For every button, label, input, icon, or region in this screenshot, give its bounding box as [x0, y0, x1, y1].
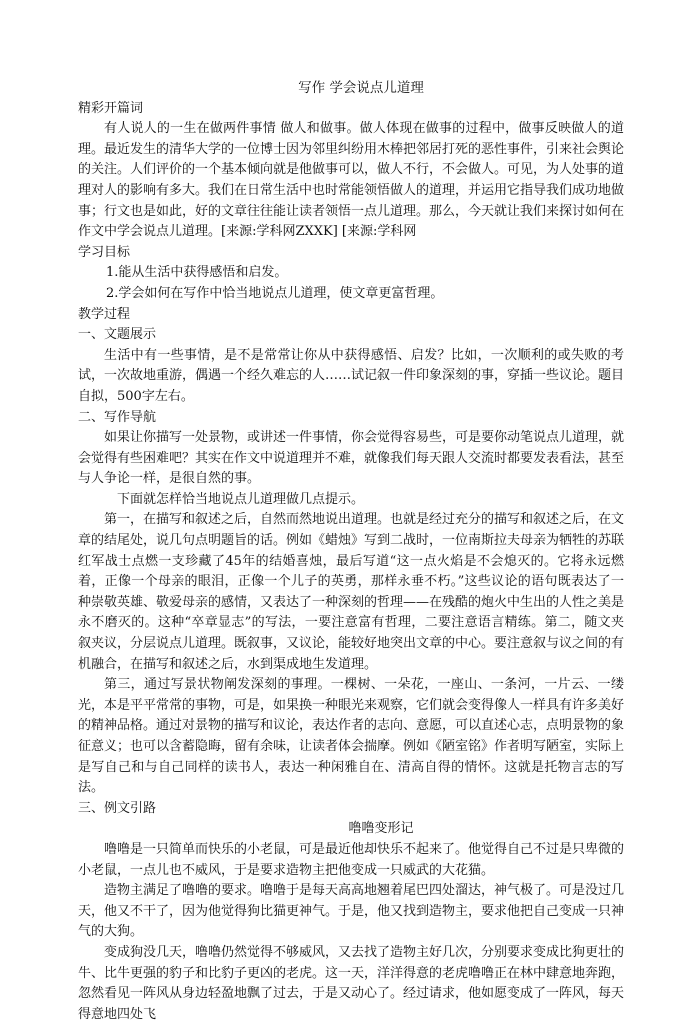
example-paragraph-3: 变成狗没几天，噜噜仍然觉得不够威风，又去找了造物主好几次，分别要求变成比狗更壮的牛、比牛更强的豹子和比豹子更凶的老虎。这一天，洋洋得意的老虎噜噜正在林中肆意地奔跑，忽然看见一阵风从身边轻盈地飘了过去，于是又动心了。经过请求，他如愿变成了一阵风，每天得意地四处飞: [78, 944, 625, 1022]
section-heading-process: 教学过程: [78, 306, 131, 322]
section-heading-navigation: 二、写作导航: [78, 409, 157, 425]
navigation-paragraph-1: 如果让你描写一处景物，或讲述一件事情，你会觉得容易些，可是要你动笔说点儿道理，就会觉得有些困难吧？其实在作文中说道理并不难，就像我们每天跟人交流时都要发表看法，甚至与人争论一样，是很自然的事。: [78, 430, 625, 487]
document-page: [78, 78, 624, 1025]
example-paragraph-1: 噜噜是一只简单而快乐的小老鼠，可是最近他却快乐不起来了。他觉得自己不过是只卑微的小老鼠，一点儿也不威风，于是要求造物主把他变成一只威武的大花猫。: [78, 841, 625, 878]
navigation-paragraph-4: 第三，通过写景状物阐发深刻的事理。一棵树、一朵花，一座山、一条河，一片云、一缕光，本是平平常常的事物，可是，如果换一种眼光来观察，它们就会变得像人一样具有许多美好的精神品格。通过对景物的描写和议论，表达作者的志向、意愿，可以直述心志，点明景物的象征意义；也可以含蓄隐晦，留有余味，让读者体会揣摩。例如《陋室铭》作者明写陋室，实际上是写自己和与自己同样的读书人，表达一种闲雅自在、清高自得的情怀。这就是托物言志的写法。: [78, 677, 625, 796]
example-paragraph-2: 造物主满足了噜噜的要求。噜噜于是每天高高地翘着尾巴四处溜达，神气极了。可是没过几天，他又不干了，因为他觉得狗比猫更神气。于是，他又找到造物主，要求他把自己变成一只神气的大狗。: [78, 883, 625, 940]
prompt-paragraph: 生活中有一些事情，是不是常常让你从中获得感悟、启发？比如，一次顺利的或失败的考试，一次故地重游，偶遇一个经久难忘的人……试记叙一件印象深刻的事，穿插一些议论。题目自拟，500字左右。: [78, 347, 625, 404]
navigation-paragraph-3: 第一，在描写和叙述之后，自然而然地说出道理。也就是经过充分的描写和叙述之后，在文章的结尾处，说几句点明题旨的话。例如《蜡烛》写到二战时，一位南斯拉夫母亲为牺牲的苏联红军战士点燃一支珍藏了45年的结婚喜烛，最后写道“这一点火焰是不会熄灭的。它将永远燃着，正像一个母亲的眼泪，正像一个儿子的英勇，那样永垂不朽。”这些议论的语句既表达了一种崇敬英雄、敬爱母亲的感情，又表达了一种深刻的哲理——在残酷的炮火中生出的人性之美是永不磨灭的。这种“卒章显志”的写法，一要注意富有哲理，二要注意语言精练。第二，随文夹叙夹议，分层说点儿道理。既叙事，又议论，能较好地突出文章的中心。要注意叙与议之间的有机融合，在描写和叙述之后，水到渠成地生发道理。: [78, 512, 625, 672]
document-title: 写作 学会说点儿道理: [298, 80, 424, 96]
navigation-paragraph-2: 下面就怎样恰当地说点儿道理做几点提示。: [117, 491, 365, 507]
section-heading-prompt: 一、文题展示: [78, 327, 157, 343]
example-title: 噜噜变形记: [348, 821, 414, 837]
goal-item-1: 1.能从生活中获得感悟和启发。: [106, 265, 288, 281]
section-heading-goals: 学习目标: [78, 244, 131, 260]
goal-item-2: 2.学会如何在写作中恰当地说点儿道理，使文章更富哲理。: [106, 285, 444, 301]
section-heading-example: 三、例文引路: [78, 800, 157, 816]
section-heading-intro: 精彩开篇词: [78, 100, 144, 116]
intro-paragraph: 有人说人的一生在做两件事情 做人和做事。做人体现在做事的过程中，做事反映做人的道理。最近发生的清华大学的一位博士因为邻里纠纷用木棒把邻居打死的恶性事件，引来社会舆论的关注。人们评价的一个基本倾向就是他做事可以，做人不行，不会做人。可见，为人处事的道理对人的影响有多大。我们在日常生活中也时常能领悟做人的道理，并运用它指导我们成功地做事；行文也是如此，好的文章往往能让读者领悟一点儿道理。那么，今天就让我们来探讨如何在作文中学会说点儿道理。[来源:学科网ZXXK] [来源:学科网: [78, 121, 625, 240]
